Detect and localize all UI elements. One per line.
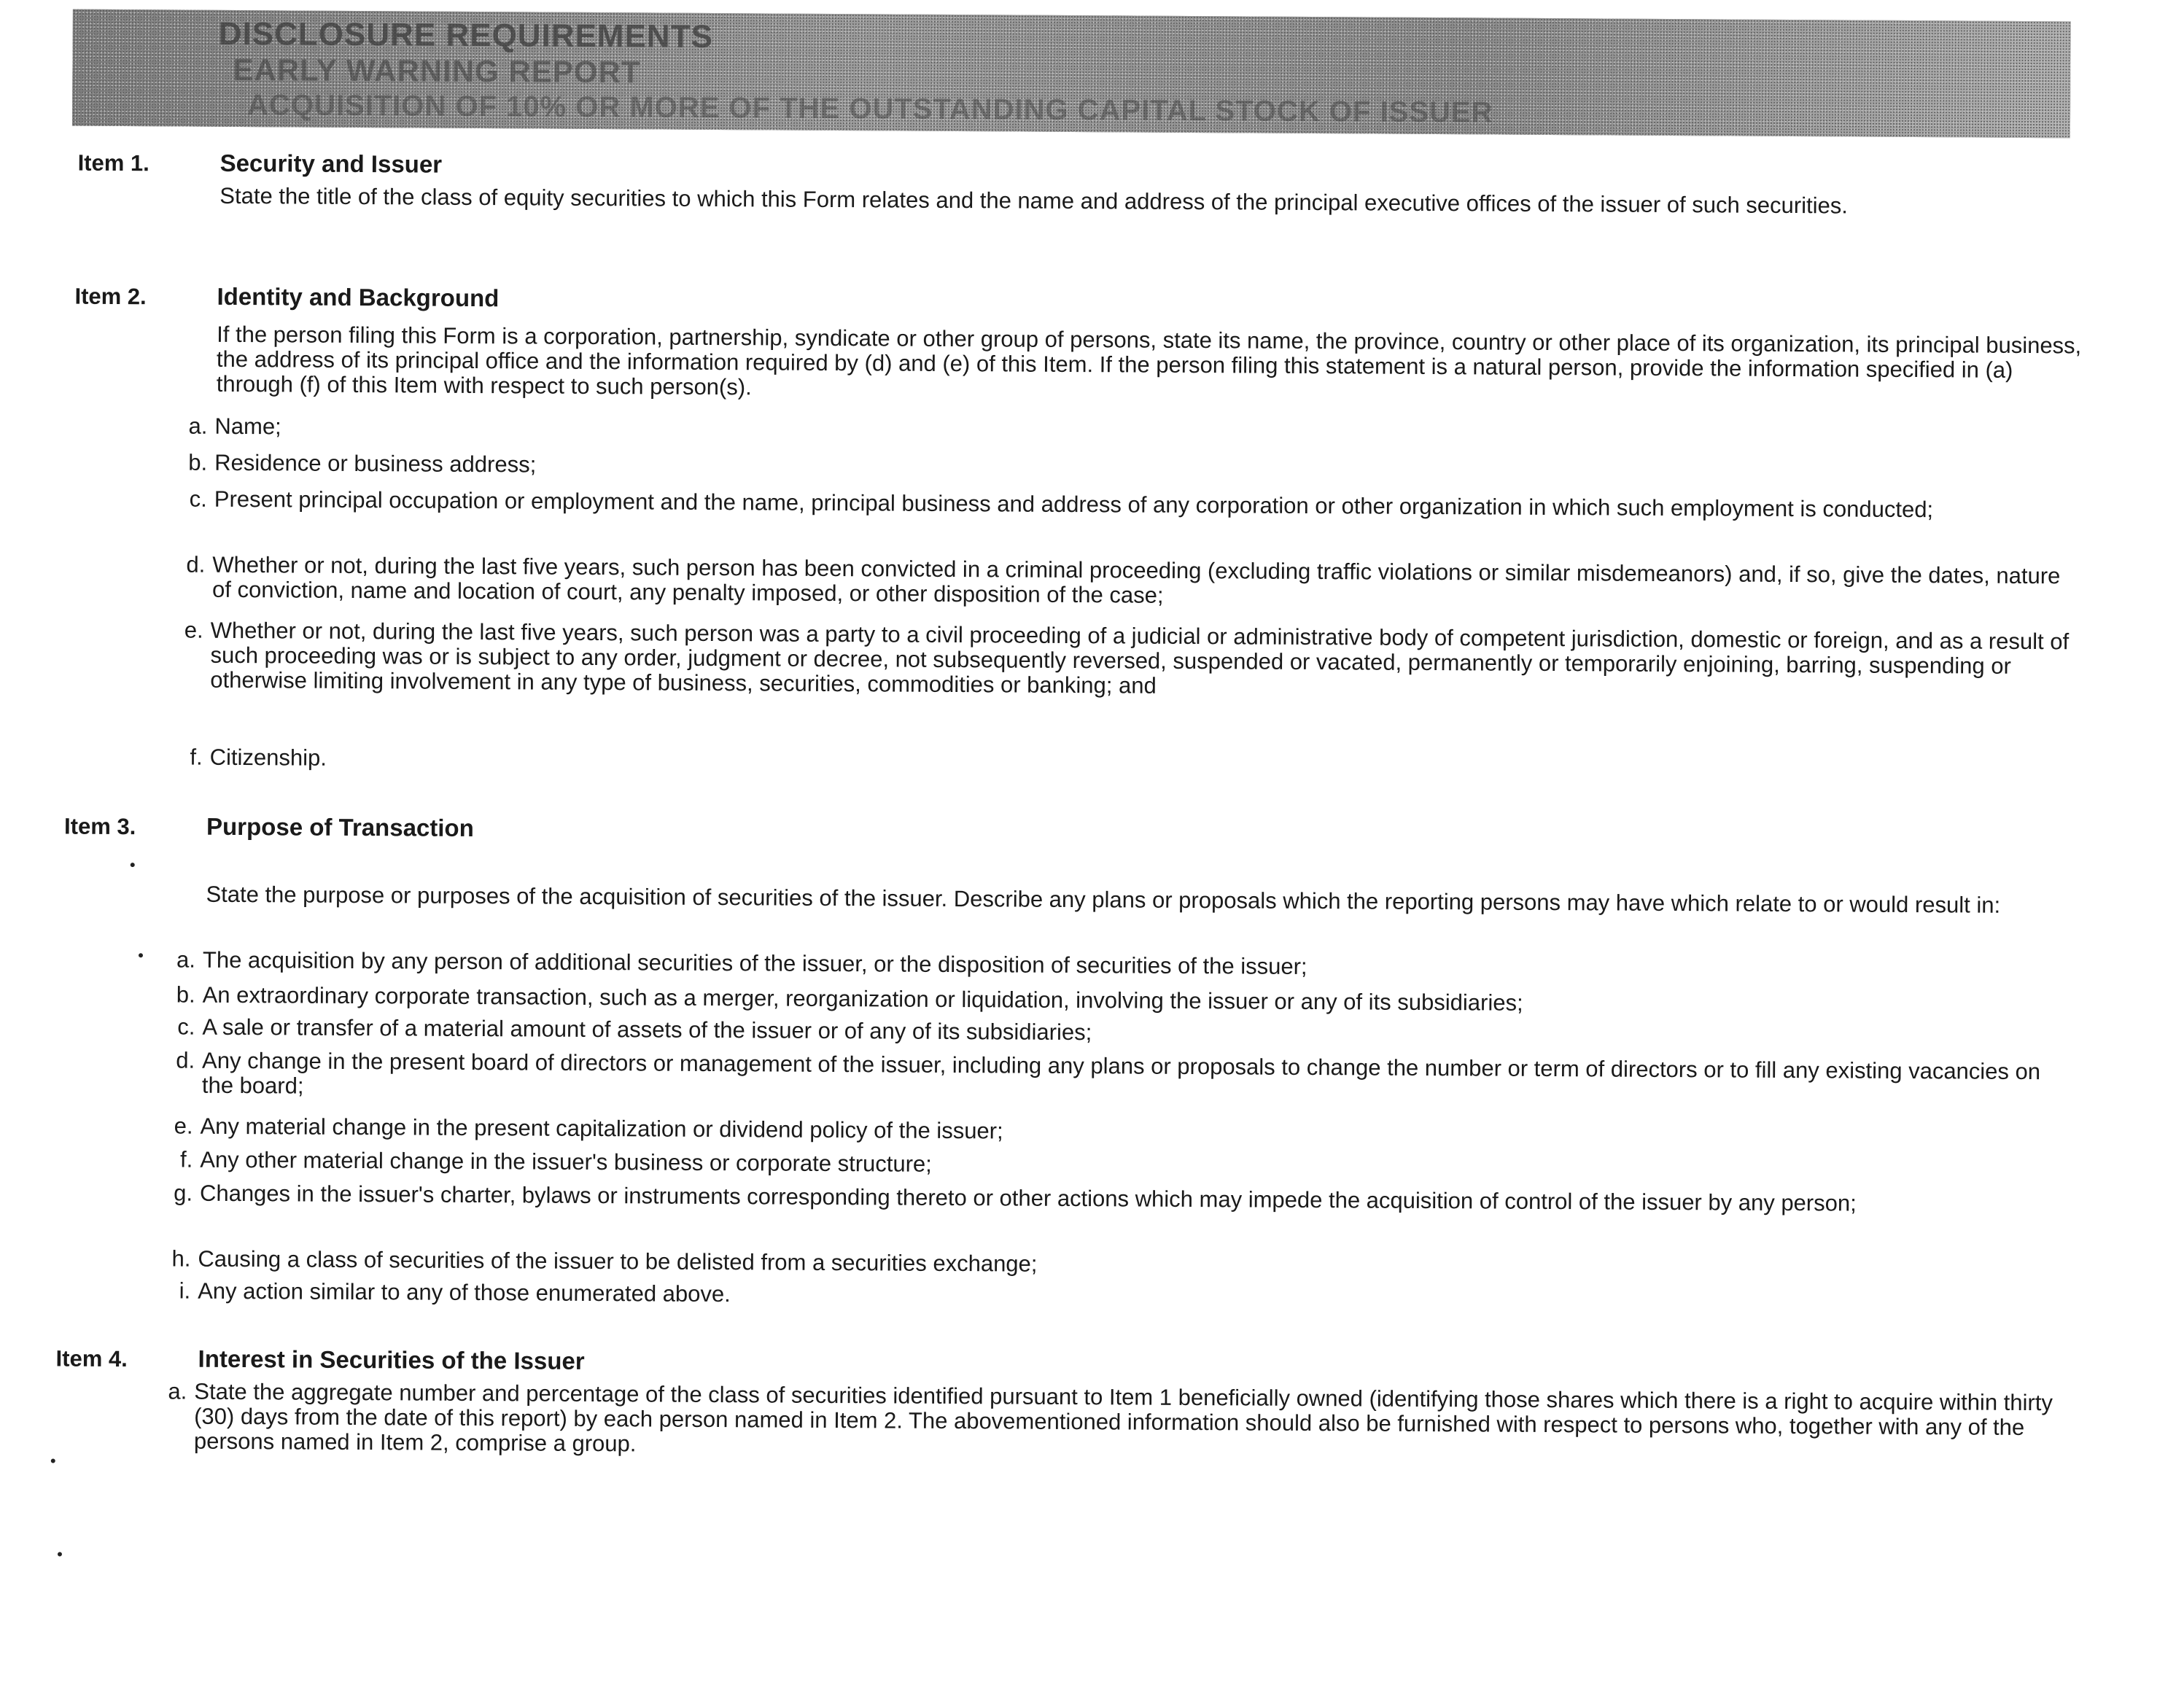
- list-text: Whether or not, during the last five years, such person was a party to a civil proceeding of a judicial or administrative body of competent jurisdiction, domestic or foreign, and as a result of such proceeding was or is subject to any order, judgment or decree, not subsequently reversed, suspended or vacated, permanently or temporarily enjoining, barring, suspending or otherwise limiting involvement in any type of business, securities, commodities or banking; and: [210, 617, 2070, 699]
- item-title: Security and Issuer: [219, 149, 443, 178]
- item-number: Item 4.: [55, 1345, 128, 1372]
- header-banner: [72, 9, 2071, 139]
- list-letter: a.: [168, 1378, 187, 1404]
- scan-speck: [51, 1458, 55, 1463]
- list-letter: g.: [174, 1180, 193, 1206]
- item-number: Item 3.: [63, 813, 136, 840]
- item-body: If the person filing this Form is a corporation, partnership, syndicate or other group of persons, state its name, the province, country or other place of its organization, its principal business, the address of its principal office and the information required by (d) and (e) of this Item. If the person filing this statement is a natural person, provide the information specified in (a) through (f) of this Item with respect to such person(s).: [216, 321, 2082, 400]
- list-letter: f.: [190, 744, 203, 770]
- list-text: Residence or business address;: [214, 449, 537, 478]
- item-title: Purpose of Transaction: [206, 812, 474, 841]
- scan-speck: [131, 863, 135, 867]
- item-title: Interest in Securities of the Issuer: [198, 1345, 585, 1374]
- item-number: Item 1.: [77, 149, 149, 176]
- list-letter: h.: [171, 1245, 191, 1272]
- scan-speck: [139, 953, 143, 957]
- list-text: Citizenship.: [209, 744, 327, 771]
- list-text: Present principal occupation or employment and the name, principal business and address of any corporation or other organization in which such employment is conducted;: [214, 486, 1934, 523]
- item-body: State the purpose or purposes of the acquisition of securities of the issuer. Describe any plans or proposals which the reporting persons may have which relate to or would result in:: [206, 881, 2001, 918]
- list-text: An extraordinary corporate transaction, such as a merger, reorganization or liquidation, involving the issuer or any of its subsidiaries;: [202, 981, 1523, 1016]
- list-text: Whether or not, during the last five years, such person has been convicted in a criminal proceeding (excluding traffic violations or similar misdemeanors) and, if so, give the dates, nature of conviction, name and location of court, any penalty imposed, or other disposition of the case;: [211, 551, 2061, 608]
- list-text: A sale or transfer of a material amount of assets of the issuer or of any of its subsidiaries;: [202, 1014, 1092, 1046]
- list-text: State the aggregate number and percentage of the class of securities identified pursuant to Item 1 beneficially owned (identifying those shares which there is a right to acquire within thirty (30) days from the date of this report) by each person named in Item 2. The abovementioned information should also be furnished with respect to persons who, together with any of the persons named in Item 2, comprise a group.: [193, 1378, 2053, 1457]
- scan-speck: [58, 1552, 62, 1557]
- list-letter: a.: [176, 946, 196, 973]
- list-text: Changes in the issuer's charter, bylaws or instruments corresponding thereto or other actions which may impede the acquisition of control of the issuer by any person;: [199, 1180, 1857, 1216]
- list-letter: b.: [176, 981, 195, 1008]
- list-text: Any change in the present board of directors or management of the issuer, including any plans or proposals to change the number or term of directors or to fill any existing vacancies on the board;: [201, 1047, 2041, 1099]
- list-letter: f.: [179, 1146, 193, 1172]
- list-letter: c.: [177, 1014, 195, 1040]
- list-text: Any action similar to any of those enumerated above.: [198, 1277, 731, 1307]
- list-text: Any material change in the present capitalization or dividend policy of the issuer;: [200, 1113, 1003, 1144]
- list-letter: d.: [186, 551, 206, 577]
- banner-subtitle-2: ACQUISITION OF 10% OR MORE OF THE OUTSTANDING CAPITAL STOCK OF ISSUER: [246, 89, 1493, 129]
- list-letter: c.: [189, 486, 207, 512]
- list-text: Any other material change in the issuer's business or corporate structure;: [200, 1146, 932, 1177]
- item-number: Item 2.: [74, 283, 147, 310]
- banner-subtitle: EARLY WARNING REPORT: [233, 52, 641, 90]
- list-letter: i.: [179, 1277, 191, 1304]
- list-letter: a.: [188, 413, 208, 439]
- list-letter: e.: [184, 617, 203, 643]
- banner-title: DISCLOSURE REQUIREMENTS: [218, 15, 714, 55]
- list-text: Causing a class of securities of the issuer to be delisted from a securities exchange;: [198, 1245, 1038, 1277]
- list-text: Name;: [214, 413, 281, 440]
- item-body: State the title of the class of equity securities to which this Form relates and the name and address of the principal executive offices of the issuer of such securities.: [219, 182, 1849, 219]
- item-title: Identity and Background: [217, 282, 500, 312]
- list-text: The acquisition by any person of additional securities of the issuer, or the disposition of securities of the issuer;: [202, 946, 1307, 979]
- list-letter: e.: [174, 1113, 193, 1139]
- list-letter: b.: [188, 449, 208, 475]
- list-letter: d.: [176, 1047, 195, 1073]
